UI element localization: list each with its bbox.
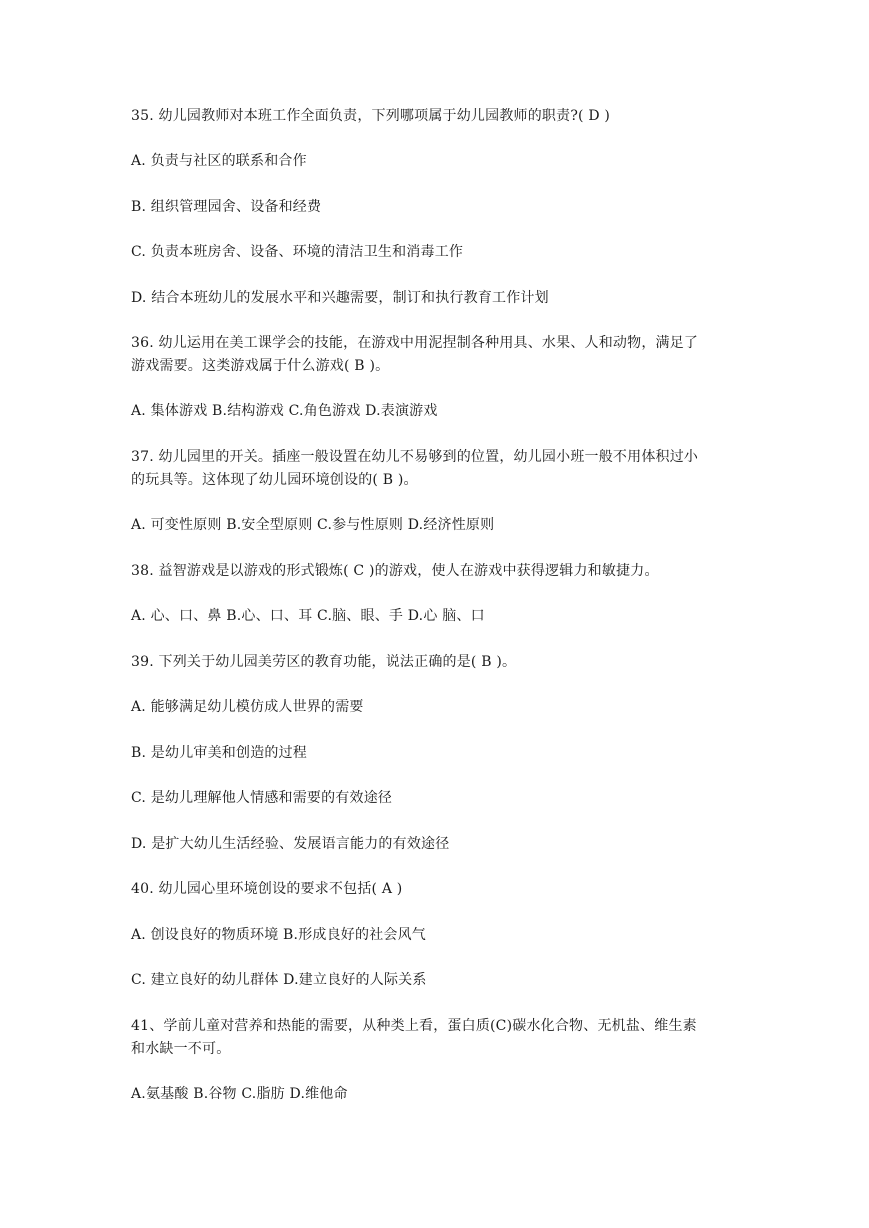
question-39-option-a: A. 能够满足幼儿模仿成人世界的需要	[131, 699, 364, 715]
question-37-stem-line2: 的玩具等。这体现了幼儿园环境创设的( B )。	[131, 472, 418, 488]
question-39-option-d: D. 是扩大幼儿生活经验、发展语言能力的有效途径	[131, 836, 450, 852]
question-40-options-ab: A. 创设良好的物质环境 B.形成良好的社会风气	[131, 927, 426, 943]
question-41-stem-line1: 41、学前儿童对营养和热能的需要，从种类上看，蛋白质(C)碳水化合物、无机盐、维生素	[131, 1018, 697, 1034]
question-39-stem: 39. 下列关于幼儿园美劳区的教育功能，说法正确的是( B )。	[131, 654, 517, 670]
question-38-stem: 38. 益智游戏是以游戏的形式锻炼( C )的游戏，使人在游戏中获得逻辑力和敏捷力。	[131, 563, 659, 579]
question-39-option-c: C. 是幼儿理解他人情感和需要的有效途径	[131, 790, 393, 806]
question-36-stem-line2: 游戏需要。这类游戏属于什么游戏( B )。	[131, 358, 390, 374]
question-36-options: A. 集体游戏 B.结构游戏 C.角色游戏 D.表演游戏	[131, 403, 438, 419]
question-39-option-b: B. 是幼儿审美和创造的过程	[131, 745, 307, 761]
question-40-options-cd: C. 建立良好的幼儿群体 D.建立良好的人际关系	[131, 972, 427, 988]
question-40-stem: 40. 幼儿园心里环境创设的要求不包括( A )	[131, 881, 403, 897]
question-35-option-d: D. 结合本班幼儿的发展水平和兴趣需要，制订和执行教育工作计划	[131, 290, 549, 306]
question-35-option-b: B. 组织管理园舍、设备和经费	[131, 199, 322, 215]
question-35-option-c: C. 负责本班房舍、设备、环境的清洁卫生和消毒工作	[131, 244, 464, 260]
question-38-options: A. 心、口、鼻 B.心、口、耳 C.脑、眼、手 D.心 脑、口	[131, 608, 485, 624]
question-35-option-a: A. 负责与社区的联系和合作	[131, 153, 307, 169]
question-37-options: A. 可变性原则 B.安全型原则 C.参与性原则 D.经济性原则	[131, 517, 495, 533]
question-41-options: A.氨基酸 B.谷物 C.脂肪 D.维他命	[131, 1086, 348, 1102]
question-41-stem-line2: 和水缺一不可。	[131, 1041, 231, 1057]
question-35-stem: 35. 幼儿园教师对本班工作全面负责，下列哪项属于幼儿园教师的职责?( D )	[131, 108, 611, 124]
question-36-stem-line1: 36. 幼儿运用在美工课学会的技能，在游戏中用泥捏制各种用具、水果、人和动物，满足了	[131, 335, 699, 351]
question-37-stem-line1: 37. 幼儿园里的开关。插座一般设置在幼儿不易够到的位置，幼儿园小班一般不用体积过小	[131, 449, 699, 465]
